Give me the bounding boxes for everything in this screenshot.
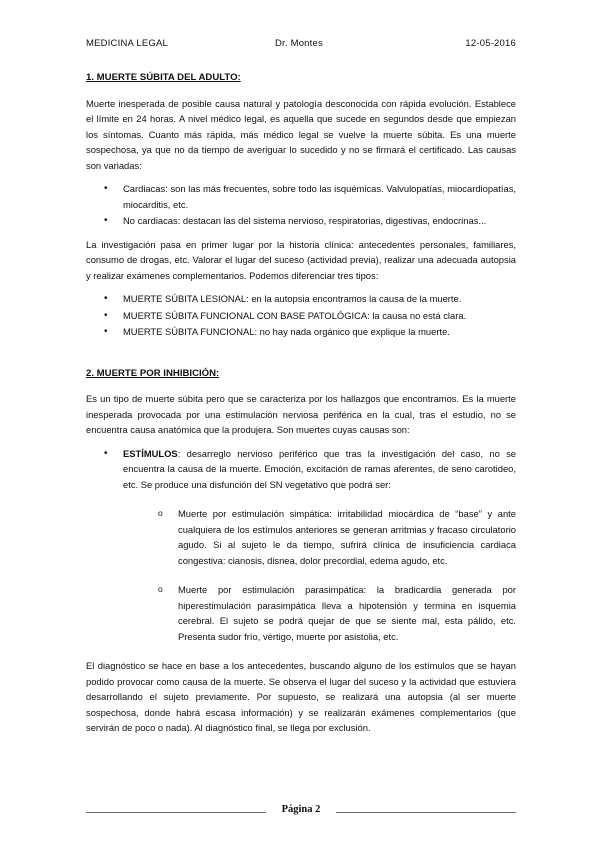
type-functional: • MUERTE SÚBITA FUNCIONAL: no hay nada orgánico que explique la muerte. [86, 324, 516, 340]
type-functional-pathologic: • MUERTE SÚBITA FUNCIONAL CON BASE PATOLÓGICA: la causa no está clara. [86, 308, 516, 324]
section-2-title: 2. MUERTE POR INHIBICIÓN: [86, 367, 220, 379]
cause-non-cardiac: • No cardiacas: destacan las del sistema nervioso, respiratorias, digestivas, endocrinas... [86, 213, 516, 229]
page-header [86, 38, 516, 52]
section-2-intro: Es un tipo de muerte súbita pero que se caracteriza por los hallazgos que encontramos. Es la muerte inesperada provocada por una estimulación nerviosa periférica en la cual, tras el estudio, no se encuentra causa anatómica que la produjera. Son muertes cuyas causas son: [86, 393, 516, 435]
header-course: MEDICINA LEGAL [86, 38, 168, 49]
stimuli-item [86, 446, 516, 645]
page-content [86, 70, 516, 744]
header-date: 12-05-2016 [465, 38, 516, 49]
types-list [86, 291, 516, 340]
section-1-title: 1. MUERTE SÚBITA DEL ADULTO: [86, 72, 241, 83]
subtype-sympathetic: o Muerte por estimulación simpática: irritabilidad miocárdica de “base” y ante cualquiera de los estímulos anteriores se generan arritmias y fracaso circulatorio agudo. Si al sujeto le da tiempo, sufrirá clínica de insuficiencia cardiaca congestiva: cianosis, disnea, dolor precordial, edema agudo, etc. [143, 506, 516, 568]
stimuli-list [86, 446, 516, 645]
causes-list [86, 181, 516, 229]
header-author: Dr. Montes [275, 38, 323, 49]
subtypes-list [123, 506, 516, 644]
type-lesional: • MUERTE SÚBITA LESIONAL: en la autopsia encontramos la causa de la muerte. [86, 291, 516, 307]
page-number: Página 2 [281, 804, 321, 815]
cause-cardiac: • Cardiacas: son las más frecuentes, sobre todo las isquémicas. Valvulopatías, miocardiopatías, miocarditis, etc. [86, 181, 516, 212]
section-1-intro: Muerte inesperada de posible causa natural y patología desconocida con rápida evolución. Establece el límite en 24 horas. A nivel médico legal, es aquella que sucede en segundos desde que empiezan los síntomas. Cuanto más rápida, más médico legal se vuelve la muerte súbita. Es una muerte sospechosa, ya que no da tiempo de averiguar lo sucedido y no se firmará el certificado. Las causas son variadas: [86, 97, 516, 171]
footer-rule-right [336, 812, 516, 813]
stimuli-label: ESTÍMULOS [123, 447, 178, 459]
stimuli-text: : desarreglo nervioso periférico que tras la investigación del caso, no se encuentra la causa de la muerte. Emoción, excitación de ramas aferentes, de seno carotideo, etc. Se produce una disfunción del SN vegetativo que podrá ser: [123, 447, 516, 490]
subtype-parasympathetic: o Muerte por estimulación parasimpática: la bradicardia generada por hiperestimulación parasimpática lleva a hipotensión y termina en isquemia cerebral. El sujeto se podrá quejar de que se siente mal, esta pálido, etc. Presenta sudor frío, vértigo, muerte por asistolia, etc. [143, 582, 516, 644]
page-footer [86, 804, 516, 820]
section-2-diagnosis: El diagnóstico se hace en base a los antecedentes, buscando alguno de los estímulos que se hayan podido provocar como causa de la muerte. Se observa el lugar del suceso y la actividad que estuviera desarrollando el sujeto previamente. Por supuesto, se realizará una autopsia (al ser muerte sospechosa, donde habrá escasa información) y se realizarán exámenes complementarios (que servirán de poco o nada). Al diagnóstico final, se llega por exclusión. [86, 660, 516, 733]
section-1-investigation: La investigación pasa en primer lugar por la historia clínica: antecedentes personales, familiares, consumo de drogas, etc. Valorar el lugar del suceso (actividad previa), realizar una adecuada autopsia y realizar exámenes complementarios. Podemos diferenciar tres tipos: [86, 238, 516, 281]
